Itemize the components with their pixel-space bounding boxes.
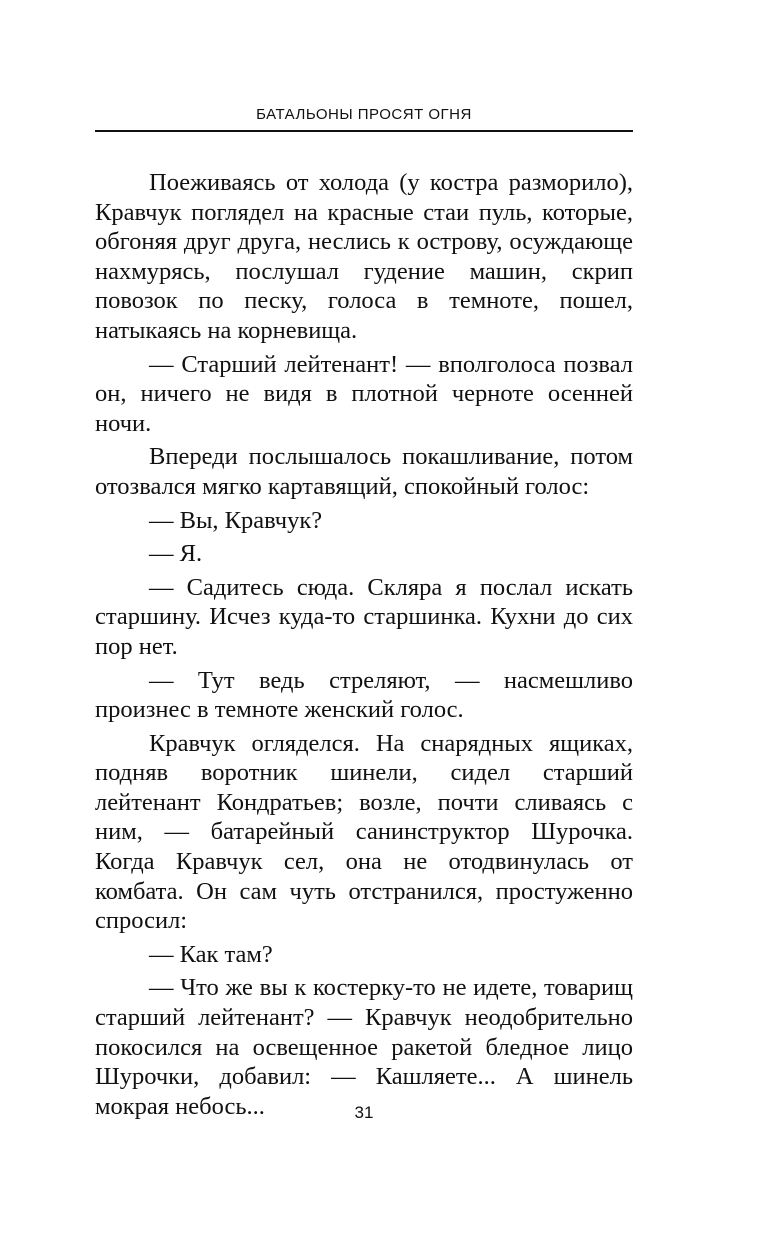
paragraph: Впереди послышалось покашливание, потом отозвался мягко картавящий, спокойный голос: (95, 443, 633, 500)
paragraph: — Садитесь сюда. Скляра я послал искать старшину. Исчез куда-то старшинка. Кухни до сих пор нет. (95, 573, 633, 660)
paragraph: — Я. (149, 540, 203, 568)
paragraph: — Как там? (149, 940, 273, 968)
paragraph: Поеживаясь от холода (у костра разморило), Кравчук поглядел на красные стаи пуль, которые, обгоняя друг друга, неслись к острову, осуждающе нахмурясь, послушал гудение машин, скрип повозок по песку, голоса в темноте, пошел, натыкаясь на корневища. (95, 169, 633, 344)
paragraph: — Вы, Кравчук? (149, 506, 323, 534)
paragraph: — Старший лейтенант! — вполголоса позвал он, ничего не видя в плотной черноте осенней ночи. (95, 350, 633, 437)
paragraph: — Что же вы к костерку-то не идете, товарищ старший лейтенант? — Кравчук неодобрительно покосился на освещенное ракетой бледное лицо Шурочки, добавил: — Кашляете... А шинель мокрая небось... (95, 974, 633, 1120)
page-number: 31 (354, 1103, 374, 1122)
page-body (95, 168, 633, 1121)
header-rule (95, 130, 633, 132)
running-head-title: БАТАЛЬОНЫ ПРОСЯТ ОГНЯ (256, 106, 472, 123)
paragraph: Кравчук огляделся. На снарядных ящиках, подняв воротник шинели, сидел старший лейтенант Кондратьев; возле, почти сливаясь с ним, — батарейный санинструктор Шурочка. Когда Кравчук сел, она не отодвинулась от комбата. Он сам чуть отстранился, простуженно спросил: (95, 729, 633, 935)
paragraph: — Тут ведь стреляют, — насмешливо произнес в темноте женский голос. (95, 666, 633, 724)
